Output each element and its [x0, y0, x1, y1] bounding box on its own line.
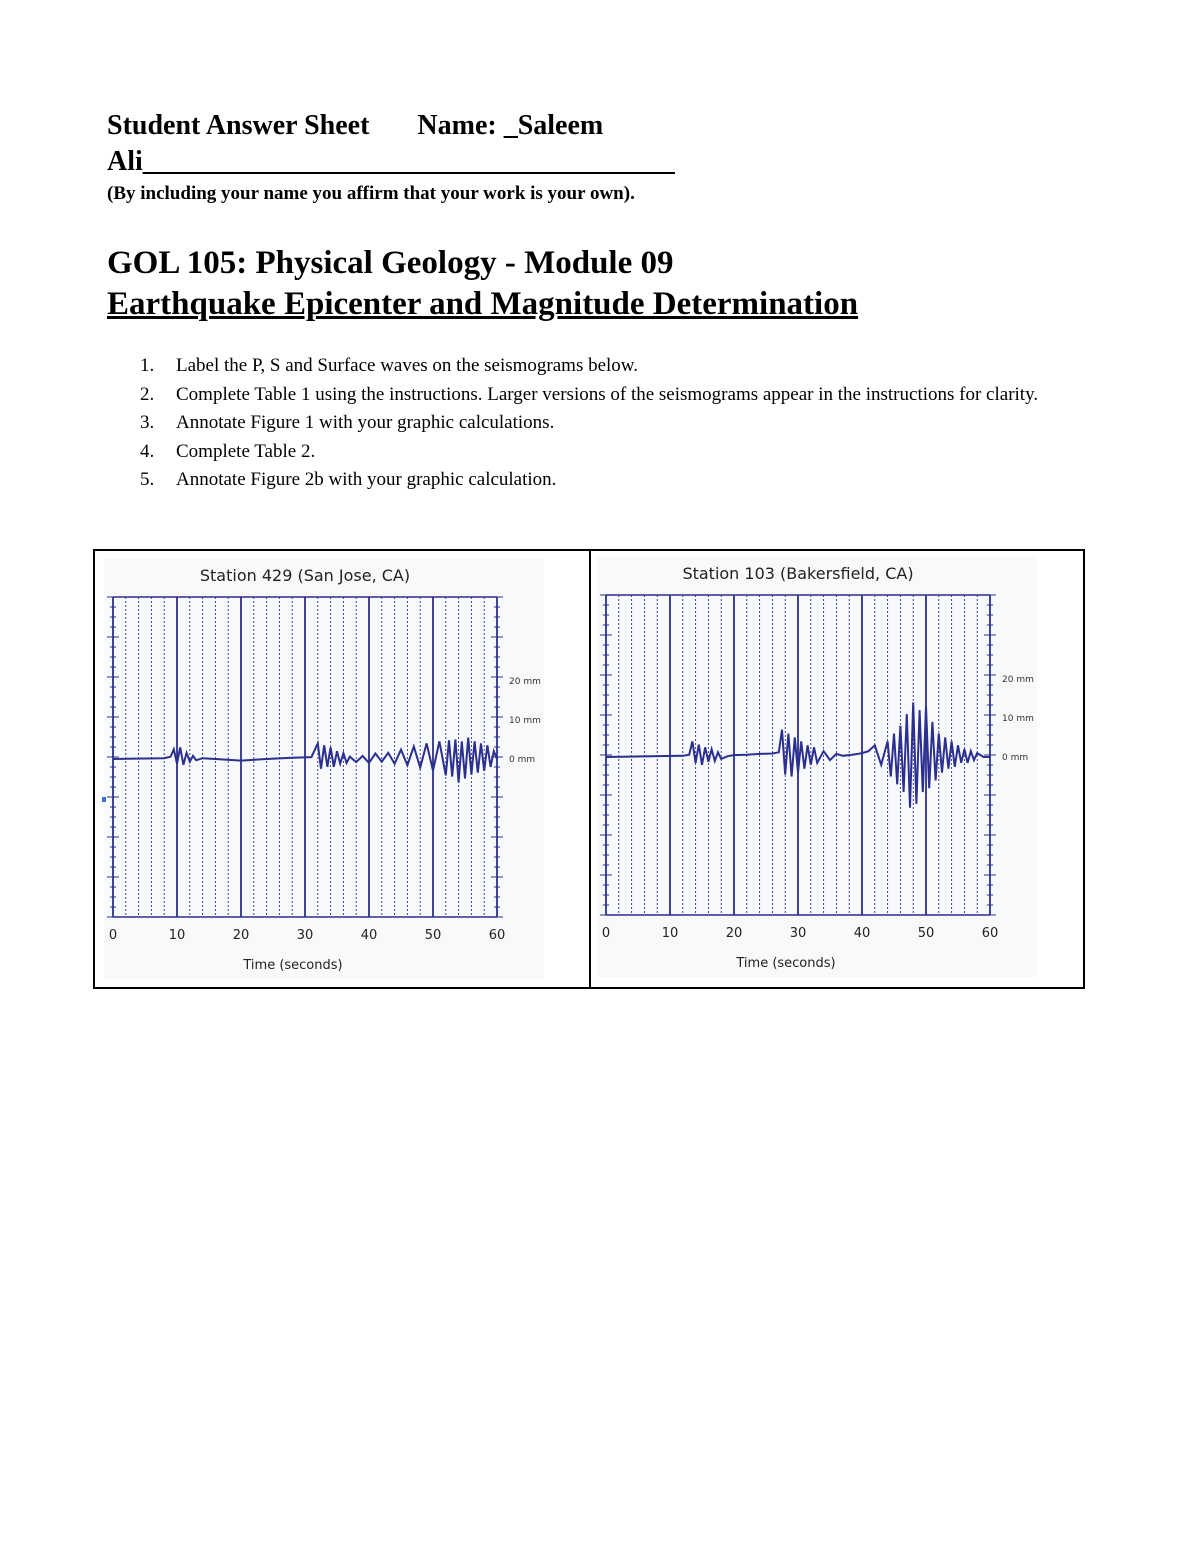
amplitude-label: 20 mm	[509, 677, 541, 687]
x-tick-label: 60	[981, 926, 999, 941]
x-tick-label: 20	[725, 926, 743, 941]
amplitude-label: 20 mm	[1002, 675, 1034, 685]
header-line-1	[107, 110, 603, 142]
x-tick-label: 30	[789, 926, 807, 941]
item-text: Annotate Figure 1 with your graphic calculations.	[176, 412, 555, 433]
item-number: 4.	[140, 440, 155, 462]
instruction-item	[140, 466, 1100, 495]
seismogram-chart-bakersfield	[597, 557, 1037, 977]
seismogram-chart-san-jose	[104, 559, 544, 979]
student-name-continued: Ali______________________________________	[107, 146, 675, 177]
x-tick-label: 60	[488, 928, 506, 943]
seismogram-panel-bakersfield	[597, 557, 1037, 977]
x-tick-label: 10	[661, 926, 679, 941]
affirmation-note: (By including your name you affirm that your work is your own).	[107, 183, 635, 204]
item-number: 2.	[140, 383, 155, 405]
x-tick-label: 30	[296, 928, 314, 943]
x-tick-label: 0	[108, 928, 118, 943]
x-tick-label: 40	[853, 926, 871, 941]
instruction-list	[140, 352, 1100, 495]
item-number: 1.	[140, 355, 155, 376]
item-text: Label the P, S and Surface waves on the seismograms below.	[176, 355, 639, 376]
amplitude-label: 10 mm	[1002, 714, 1034, 724]
x-tick-label: 50	[917, 926, 935, 941]
amplitude-label: 0 mm	[1002, 753, 1029, 763]
instruction-item	[140, 409, 1100, 438]
instruction-item	[140, 438, 1100, 467]
instruction-item	[140, 381, 1100, 410]
item-text: Complete Table 1 using the instructions. Larger versions of the seismograms appear in the instructions for clarity.	[176, 383, 1039, 405]
x-axis-label: Time (seconds)	[243, 958, 343, 973]
x-axis-label: Time (seconds)	[736, 956, 836, 971]
cursor-marker	[102, 797, 106, 802]
item-number: 5.	[140, 469, 155, 490]
seismogram-figure-table	[93, 549, 1085, 989]
seismogram-panel-san-jose	[104, 559, 544, 979]
item-text: Complete Table 2.	[176, 440, 316, 462]
x-tick-label: 20	[232, 928, 250, 943]
item-number: 3.	[140, 412, 155, 433]
chart-title: Station 103 (Bakersfield, CA)	[682, 564, 914, 583]
course-title: GOL 105: Physical Geology - Module 09	[107, 245, 674, 281]
instruction-item	[140, 352, 1100, 381]
x-tick-label: 0	[601, 926, 611, 941]
student-name: Name: _Saleem	[417, 110, 604, 141]
x-tick-label: 40	[360, 928, 378, 943]
cell-divider	[589, 551, 591, 987]
module-topic: Earthquake Epicenter and Magnitude Determination	[107, 286, 859, 322]
sheet-label: Student Answer Sheet	[107, 110, 370, 141]
x-tick-label: 10	[168, 928, 186, 943]
chart-title: Station 429 (San Jose, CA)	[199, 566, 411, 585]
x-tick-label: 50	[424, 928, 442, 943]
item-text: Annotate Figure 2b with your graphic calculation.	[176, 469, 557, 490]
amplitude-label: 10 mm	[509, 716, 541, 726]
amplitude-label: 0 mm	[509, 755, 536, 765]
